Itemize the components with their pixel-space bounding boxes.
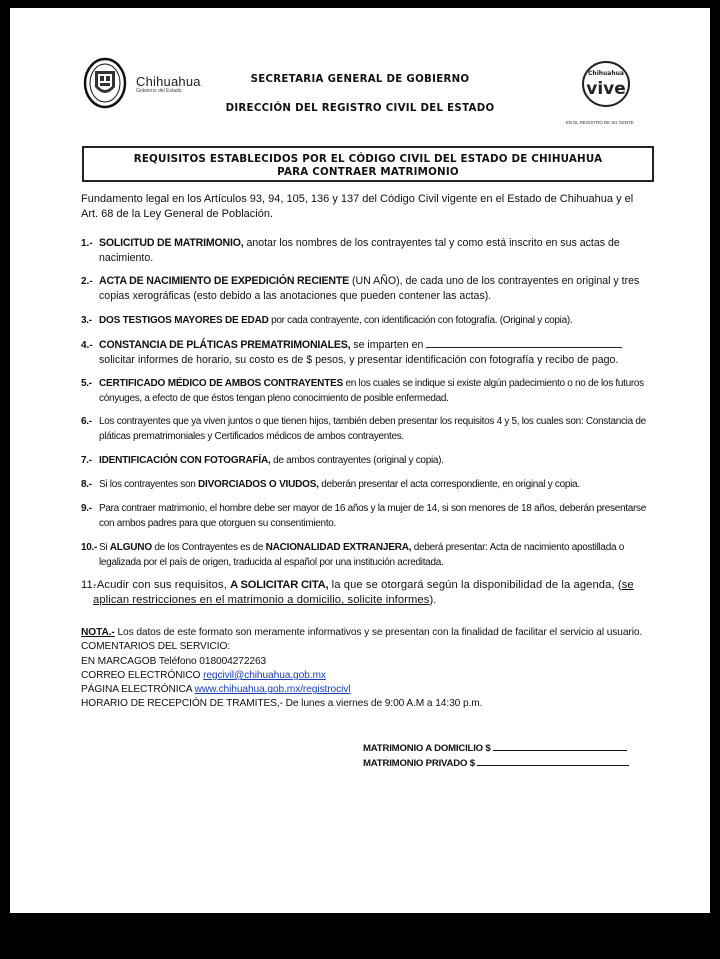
- item-text: de los Contrayentes es de: [151, 542, 266, 553]
- email-link[interactable]: regcivil@chihuahua.gob.mx: [203, 669, 326, 681]
- email-label: CORREO ELECTRÓNICO: [81, 669, 204, 681]
- venue-blank-line: [426, 338, 622, 348]
- item-text: se imparten en: [350, 339, 427, 351]
- item-number: 11.: [81, 579, 97, 591]
- list-item: [81, 501, 646, 531]
- item-text: Si los contrayentes son: [99, 479, 198, 490]
- comments-heading: COMENTARIOS DEL SERVICIO:: [81, 641, 231, 653]
- slogan: EN EL REGISTRO DE SU GENTE: [566, 120, 634, 125]
- list-item: [81, 338, 646, 368]
- item-heading: IDENTIFICACIÓN CON FOTOGRAFÍA,: [99, 455, 271, 466]
- item-text: (UN AÑO), de cada uno de los contrayentes en original y tres copias xerográficas (esto debido a las anotaciones que pueden contener las actas).: [99, 275, 640, 302]
- item-heading: DIVORCIADOS O VIUDOS,: [197, 479, 319, 490]
- item-text: la que se otorgará según la disponibilidad de la agenda, (: [328, 579, 622, 591]
- document-page: [10, 8, 710, 913]
- item-heading: SOLICITUD DE MATRIMONIO,: [99, 237, 244, 249]
- item-heading: A SOLICITAR CITA,: [230, 579, 329, 591]
- web-label: PÁGINA ELECTRÓNICA: [81, 684, 195, 696]
- title-line-1: REQUISITOS ESTABLECIDOS POR EL CÓDIGO CIVIL DEL ESTADO DE CHIHUAHUA: [133, 153, 603, 165]
- item-heading: CERTIFICADO MÉDICO DE AMBOS CONTRAYENTES: [99, 378, 344, 389]
- phone-line: EN MARCAGOB Teléfono 018004272263: [81, 655, 267, 667]
- item-text: Para contraer matrimonio, el hombre debe ser mayor de 16 años y la mujer de 14, si son menores de 18 años, deberán presentarse con ambos padres para que otorguen su consentimiento.: [99, 503, 646, 529]
- logo-right-small-text: Chihuahua: [588, 70, 624, 77]
- item-number: 2.-: [81, 276, 93, 287]
- item-number: 4.-: [81, 340, 93, 351]
- fee-privado-blank: [477, 756, 629, 766]
- list-item: [81, 313, 646, 328]
- item-text: Si: [99, 542, 110, 553]
- requirements-list: [81, 236, 646, 608]
- fee-domicilio: [363, 741, 629, 756]
- item-text: -Acudir con sus requisitos,: [93, 579, 231, 591]
- email-line: [81, 669, 651, 683]
- item-number: 9.-: [81, 503, 92, 514]
- nota-label: NOTA.-: [81, 627, 115, 638]
- item-text: deberán presentar el acta correspondiente, en original y copia.: [318, 479, 580, 490]
- item-number: 5.-: [81, 378, 92, 389]
- nota-line: [81, 626, 651, 640]
- fee-privado: [363, 756, 629, 771]
- fee-domicilio-blank: [493, 741, 627, 751]
- item-heading: CONSTANCIA DE PLÁTICAS PREMATRIMONIALES,: [99, 339, 351, 351]
- requirements-title-box: [82, 146, 654, 182]
- list-item: [81, 540, 646, 570]
- item-number: 8.-: [81, 479, 92, 490]
- item-number: 1.-: [81, 238, 93, 249]
- item-heading: NACIONALIDAD EXTRANJERA,: [265, 542, 412, 553]
- logo-right-big-text: vive: [586, 79, 626, 99]
- item-heading: DOS TESTIGOS MAYORES DE EDAD: [99, 315, 269, 326]
- list-item: [81, 236, 646, 266]
- item-text: deberá presentar: Acta de nacimiento apostillada o legalizada por el país de origen, traducida al español por una institución acreditada.: [99, 542, 624, 568]
- brand-name: Chihuahua: [136, 74, 201, 89]
- hours-line: HORARIO DE RECEPCIÓN DE TRAMITES,- De lunes a viernes de 9:00 A.M a 14:30 p.m.: [81, 698, 483, 710]
- item-text: solicitar informes de horario, su costo es de $ pesos, y presentar identificación con fotografía y recibo de pago.: [99, 354, 619, 366]
- title-line-2: PARA CONTRAER MATRIMONIO: [277, 166, 459, 178]
- fee-privado-label: MATRIMONIO PRIVADO $: [363, 758, 478, 769]
- item-text: ).: [429, 594, 437, 606]
- item-number: 6.-: [81, 416, 92, 427]
- secretaria-heading: SECRETARIA GENERAL DE GOBIERNO: [250, 74, 470, 85]
- item-text: de ambos contrayentes (original y copia).: [270, 455, 444, 466]
- list-item: [81, 376, 646, 406]
- list-item: [81, 274, 646, 304]
- item-heading: ALGUNO: [109, 542, 152, 553]
- fees-section: [363, 741, 629, 771]
- item-heading: ACTA DE NACIMIENTO DE EXPEDICIÓN RECIENTE: [99, 275, 349, 287]
- web-link[interactable]: www.chihuahua.gob.mx/registrocivl: [194, 684, 351, 696]
- list-item: [81, 414, 646, 444]
- item-text: Los contrayentes que ya viven juntos o que tienen hijos, también deben presentar los requisitos 4 y 5, los cuales son: Constancia de pláticas prematrimoniales y Certificados médicos de ambos contrayentes.: [99, 416, 646, 442]
- item-text: en los cuales se indique si existe algún padecimiento o no de los futuros cónyuges, a efecto de que éstos tengan pleno conocimiento de posible enfermedad.: [99, 378, 644, 404]
- fee-domicilio-label: MATRIMONIO A DOMICILIO $: [363, 743, 494, 754]
- restrictions-note: se aplican restricciones en el matrimonio a domicilio, solicite informes: [93, 579, 634, 606]
- item-text: por cada contrayente, con identificación con fotografía. (Original y copia).: [268, 315, 573, 326]
- notes-section: [81, 626, 651, 712]
- legal-basis-paragraph: Fundamento legal en los Artículos 93, 94, 105, 136 y 137 del Código Civil vigente en el Estado de Chihuahua y el Art. 68 de la Ley General de Población.: [81, 193, 634, 220]
- item-number: 3.-: [81, 315, 92, 326]
- item-number: 10.-: [81, 542, 98, 553]
- chihuahua-vive-logo: [580, 58, 632, 110]
- list-item: [81, 578, 646, 608]
- list-item: [81, 477, 646, 492]
- item-number: 7.-: [81, 455, 92, 466]
- list-item: [81, 453, 646, 468]
- web-line: [81, 683, 651, 697]
- direccion-heading: DIRECCIÓN DEL REGISTRO CIVIL DEL ESTADO: [225, 103, 495, 114]
- item-text: anotar los nombres de los contrayentes tal y como está inscrito en sus actas de nacimiento.: [99, 237, 620, 264]
- brand-subtitle: Gobierno del Estado: [136, 88, 182, 94]
- nota-text: Los datos de este formato son meramente informativos y se presentan con la finalidad de facilitar el servicio al usuario.: [114, 627, 643, 638]
